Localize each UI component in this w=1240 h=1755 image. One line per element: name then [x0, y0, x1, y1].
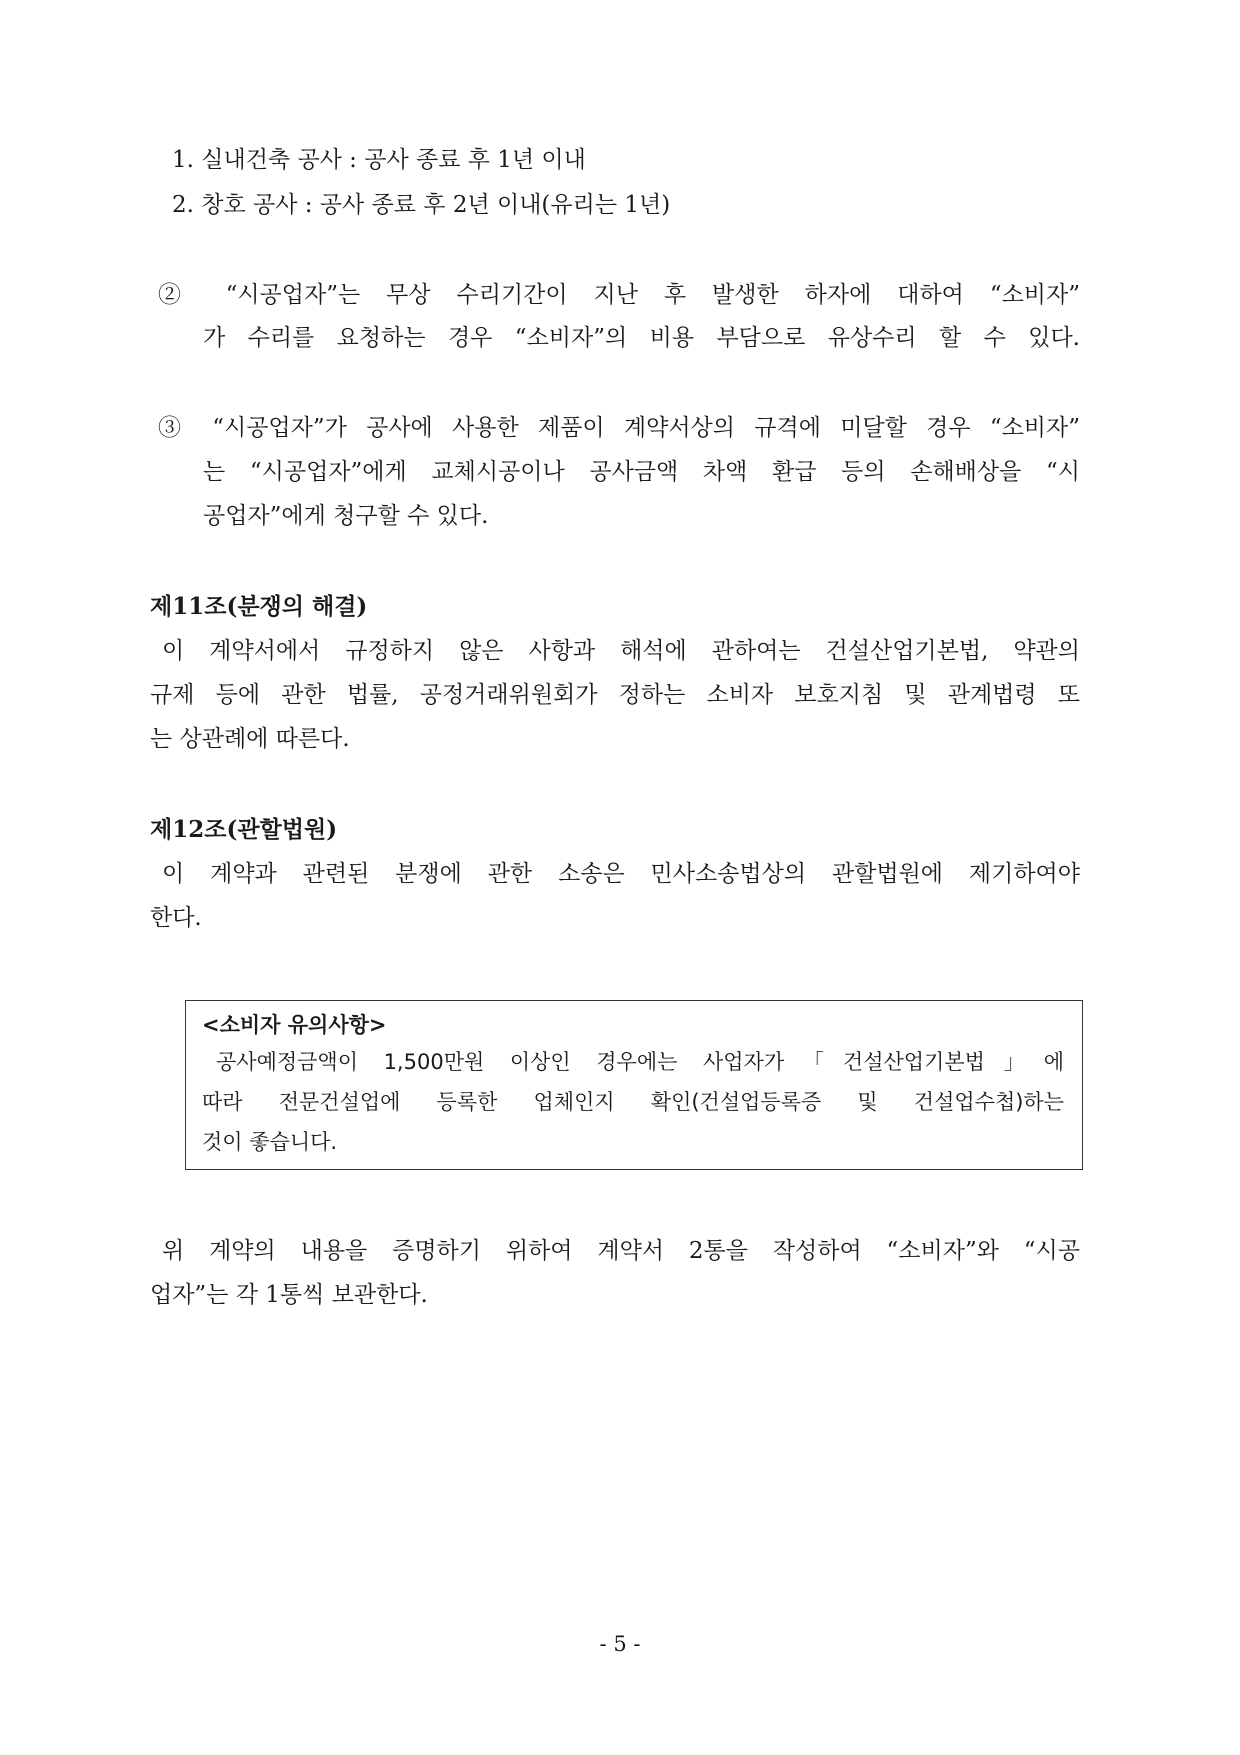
clause-3-line-3: 공업자”에게 청구할 수 있다. [203, 503, 489, 529]
consumer-notice-line-1: 공사예정금액이 1,500만원 이상인 경우에는 사업자가「건설산업기본법」에 [216, 1050, 1064, 1074]
warranty-item-interior: 1. 실내건축 공사 : 공사 종료 후 1년 이내 [172, 147, 586, 173]
article-11-title: 제11조(분쟁의 해결) [150, 593, 368, 620]
clause-3-line-2: 는 “시공업자”에게 교체시공이나 공사금액 차액 환급 등의 손해배상을 “시 [203, 459, 1080, 485]
page-number: - 5 - [599, 1632, 641, 1656]
article-12-line-2: 한다. [150, 905, 202, 931]
consumer-notice-line-3: 것이 좋습니다. [202, 1130, 338, 1154]
article-12-title: 제12조(관할법원) [150, 816, 338, 843]
consumer-notice-title: <소비자 유의사항> [202, 1013, 387, 1037]
consumer-notice-line-2: 따라 전문건설업에 등록한 업체인지 확인(건설업등록증 및 건설업수첩)하는 [202, 1090, 1064, 1114]
article-12-line-1: 이 계약과 관련된 분쟁에 관한 소송은 민사소송법상의 관할법원에 제기하여야 [162, 861, 1080, 887]
clause-2-line-1: ② “시공업자”는 무상 수리기간이 지난 후 발생한 하자에 대하여 “소비자” [158, 282, 1080, 308]
warranty-item-windows: 2. 창호 공사 : 공사 종료 후 2년 이내(유리는 1년) [172, 192, 671, 218]
closing-line-2: 업자”는 각 1통씩 보관한다. [150, 1282, 428, 1308]
consumer-notice-box [185, 1000, 1083, 1170]
clause-3-line-1: ③ “시공업자”가 공사에 사용한 제품이 계약서상의 규격에 미달할 경우 “소비자” [158, 415, 1080, 441]
clause-2-line-2: 가 수리를 요청하는 경우 “소비자”의 비용 부담으로 유상수리 할 수 있다. [203, 325, 1080, 351]
article-11-line-3: 는 상관례에 따른다. [150, 726, 350, 752]
article-11-line-2: 규제 등에 관한 법률, 공정거래위원회가 정하는 소비자 보호지침 및 관계법령 또 [150, 682, 1080, 708]
article-11-line-1: 이 계약서에서 규정하지 않은 사항과 해석에 관하여는 건설산업기본법, 약관의 [162, 638, 1080, 664]
closing-line-1: 위 계약의 내용을 증명하기 위하여 계약서 2통을 작성하여 “소비자”와 “시공 [162, 1238, 1080, 1264]
